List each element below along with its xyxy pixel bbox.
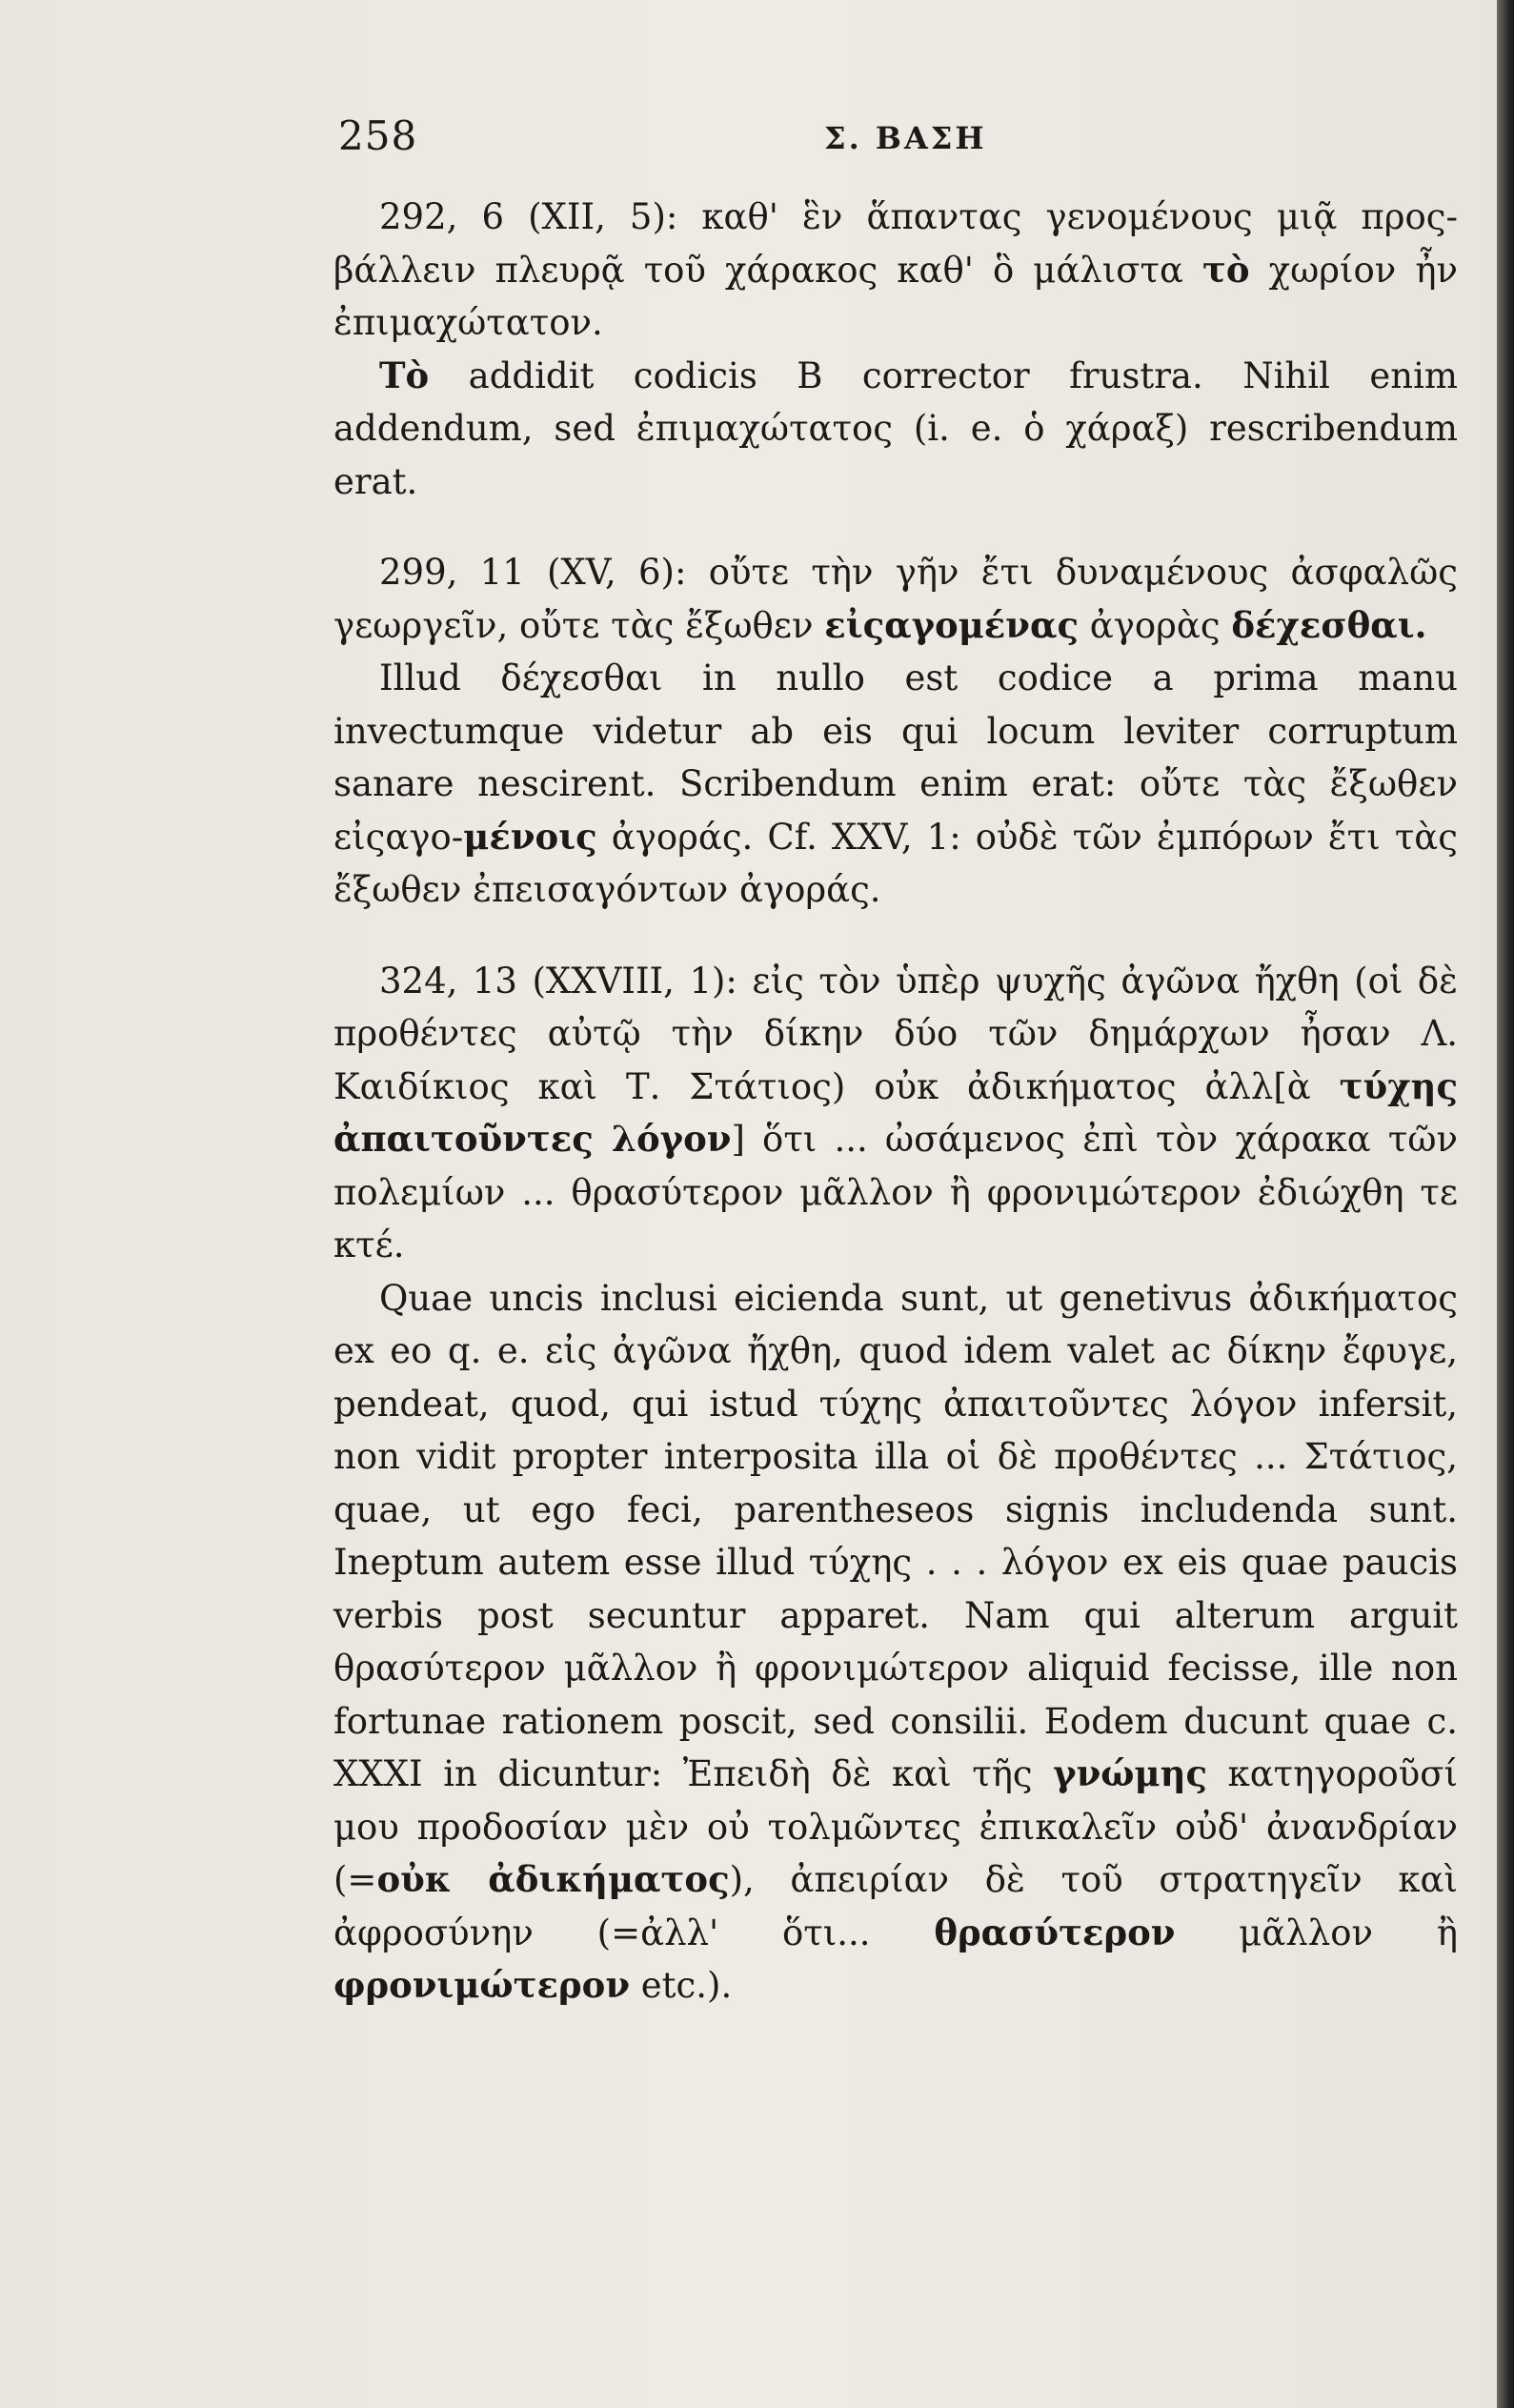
greek-quote: ] ὅτι ... ὠσάμενος ἐπὶ τὸν χάρακα τῶν πολεμίων ... θρασύτερον μᾶλλον ἢ φρονιμώτερον ἐδιώχθη τε κτέ.	[333, 1119, 1458, 1265]
emphasized-word: οὐκ ἀδικήματος	[376, 1858, 730, 1900]
citation-ref: 324, 13 (XXVIII, 1):	[379, 960, 753, 1002]
running-head: Σ. ΒΑΣΗ	[824, 120, 987, 156]
citation-paragraph	[333, 955, 1458, 1272]
emphasized-word: τύχης ἀπαιτοῦντες λόγον	[333, 1064, 1458, 1160]
citation-paragraph	[333, 546, 1458, 652]
greek-quote: χωρίον ἦν ἐπιμαχώτατον.	[333, 249, 1458, 343]
book-spine-shadow	[1497, 0, 1514, 2408]
greek-quote: εἰς τὸν ὑπὲρ ψυχῆς ἀγῶνα ἤχθη (οἱ δὲ προθέντες αὐτῷ τὴν δίκην δύο τῶν δημάρχων ἦσαν Λ. Καιδίκιος καὶ Τ. Στάτιος) οὐκ ἀδικήματος ἀλλ[ὰ	[333, 960, 1458, 1107]
emphasized-word: θρασύτερον	[934, 1911, 1176, 1953]
greek-quote: ἀγορὰς	[1078, 604, 1232, 646]
note-text: κατηγοροῦσί μου προδοσίαν μὲν οὐ τολμῶντες ἐπικαλεῖν οὐδ' ἀνανδρίαν (=	[333, 1753, 1458, 1900]
emphasized-word: δέχεσθαι.	[1231, 603, 1427, 646]
citation-ref: 299, 11 (XV, 6):	[379, 552, 709, 593]
emphasized-word: εἰςαγομένας	[824, 603, 1079, 646]
emphasized-word: Τὸ	[379, 354, 430, 396]
page-header	[338, 112, 1463, 170]
note-paragraph	[333, 652, 1458, 917]
note-text: etc.).	[630, 1965, 733, 2006]
greek-quote: οὔτε τὴν γῆν ἔτι δυναμένους ἀσφαλῶς γεωργεῖν, οὔτε τὰς ἔξωθεν	[333, 552, 1458, 646]
note-text: ἀγοράς. Cf. XXV, 1: οὐδὲ τῶν ἐμπόρων ἔτι τὰς ἔξωθεν ἐπεισαγόντων ἀγοράς.	[333, 816, 1458, 910]
citation-paragraph	[333, 191, 1458, 350]
emphasized-word: τὸ	[1202, 248, 1250, 291]
page-body	[333, 191, 1458, 2013]
note-text: Illud δέχεσθαι in nullo est codice a prima manu invectumque videtur ab eis qui locum leviter corruptum sanare nescirent. Scribendum enim erat: οὔτε τὰς ἔξωθεν εἰςαγο-	[333, 658, 1458, 858]
note-text: ), ἀπειρίαν δὲ τοῦ στρατηγεῖν καὶ ἀφροσύνην (=ἀλλ' ὅτι...	[333, 1859, 1458, 1953]
emphasized-word: μένοις	[463, 815, 597, 858]
citation-ref: 292, 6 (XII, 5):	[379, 196, 702, 237]
note-paragraph	[333, 350, 1458, 509]
note-paragraph	[333, 1272, 1458, 2013]
note-text: μᾶλλον ἢ	[1175, 1912, 1458, 1953]
emphasized-word: φρονιμώτερον	[333, 1964, 630, 2006]
page-number: 258	[338, 112, 418, 159]
emphasized-word: γνώμης	[1053, 1752, 1207, 1794]
note-text: addidit codicis B corrector frustra. Nihil enim addendum, sed ἐπιμαχώτατος (i. e. ὁ χάραξ) rescribendum erat.	[333, 354, 1458, 502]
greek-quote: καθ' ἓν ἅπαντας γενομένους μιᾷ προς-βάλλειν πλευρᾷ τοῦ χάρακος καθ' ὃ μάλιστα	[333, 196, 1458, 291]
note-text: Quae uncis inclusi eicienda sunt, ut genetivus ἀδικήματος ex eo q. e. εἰς ἀγῶνα ἤχθη, quod idem valet ac δίκην ἔφυγε, pendeat, quod, qui istud τύχης ἀπαιτοῦντες λόγον infersit, non vidit propter interposita illa οἱ δὲ προθέντες ... Στάτιος, quae, ut ego feci, parentheseos signis includenda sunt. Ineptum autem esse illud τύχης . . . λόγον ex eis quae paucis verbis post secuntur apparet. Nam qui alterum arguit θρασύτερον μᾶλλον ἢ φρονιμώτερον aliquid fecisse, ille non fortunae rationem poscit, sed consilii. Eodem ducunt quae c. XXXI in dicuntur: Ἐπειδὴ δὲ καὶ τῆς	[333, 1277, 1458, 1794]
